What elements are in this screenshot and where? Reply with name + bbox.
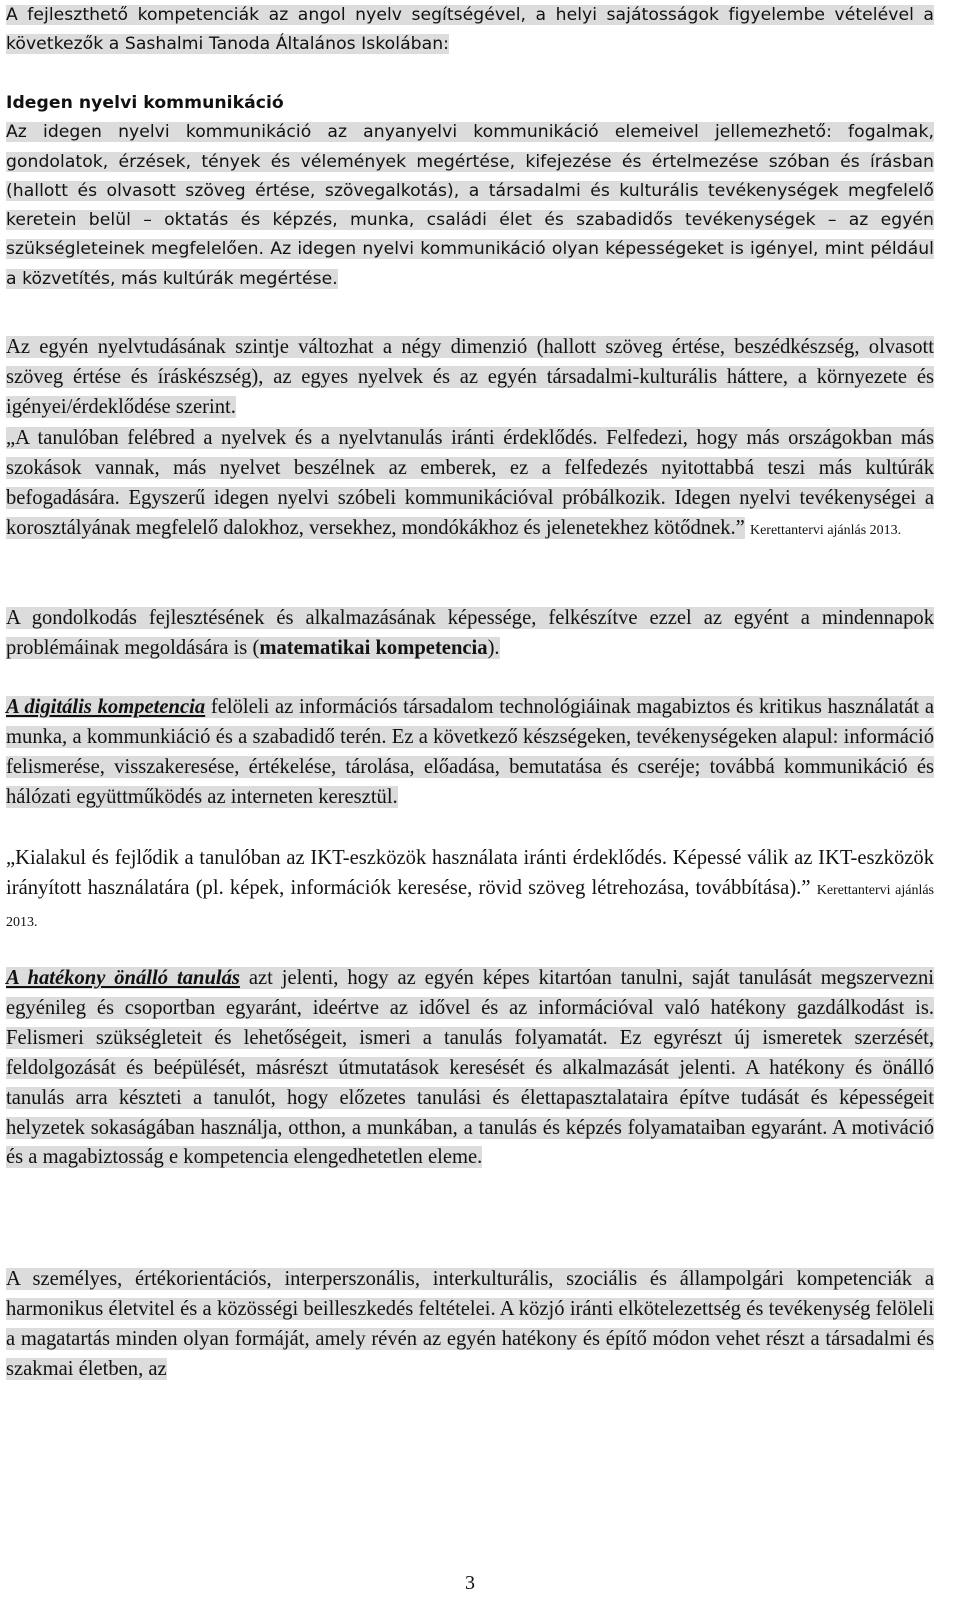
foreign-language-body [6,118,934,294]
math-paragraph [6,604,934,664]
foreign-language-section [6,89,934,294]
math-text: A gondolkodás fejlesztésének és alkalmazásának képessége, felkészítve ezzel az egyént a mindennapok problémáinak megoldására is ( [6,607,934,659]
foreign-language-quote-block [6,424,934,546]
foreign-language-quote: „A tanulóban felébred a nyelvek és a nyelvtanulás iránti érdeklődés. Felfedezi, hogy más országokban más szokások vannak, más nyelvet beszélnek az emberek, ez a felfedezés nyitottabbá teszi más kultúrák befogadására. Egyszerű idegen nyelvi szóbeli kommunikációval próbálkozik. Idegen nyelvi tevékenységei a korosztályának megfelelő dalokhoz, versekhez, mondókákhoz és jelenetekhez kötődnek.” [6,427,934,539]
social-text: A személyes, értékorientációs, interperszonális, interkulturális, szociális és állampolgári kompetenciák a harmonikus életvitel és a közösségi beilleszkedés feltételei. A közjó iránti elkötelezettség és tevékenység felöleli a magatartás minden olyan formáját, amely révén az egyén hatékony és építő módon vehet részt a társadalmi és szakmai életben, az [6,1268,934,1380]
foreign-language-source: Kerettantervi ajánlás 2013. [749,522,902,538]
learning-section [6,964,934,1173]
math-bold-term: matematikai kompetencia [259,636,488,659]
foreign-language-body2-text: Az egyén nyelvtudásának szintje változhat a négy dimenzió (hallott szöveg értése, beszédkészség, olvasott szöveg értése és íráskészség), az egyes nyelvek és az egyén társadalmi-kulturális háttere, a környezete és igényei/érdeklődése szerint. [6,336,934,418]
digital-source: Kerettantervi ajánlás 2013. [6,882,935,930]
digital-section [6,693,934,813]
intro-paragraph [6,1,934,60]
digital-quote: „Kialakul és fejlődik a tanulóban az IKT-eszközök használata iránti érdeklődés. Képessé válik az IKT-eszközök irányított használatára (pl. képek, információk keresése, rövid szöveg létrehozása, továbbítása).” [6,847,934,899]
foreign-language-body-text: Az idegen nyelvi kommunikáció az anyanyelvi kommunikáció elemeivel jellemezhető: fogalmak, gondolatok, érzések, tények és vélemények megértése, kifejezése és értelmezése szóban és írásban (hallott és olvasott szöveg értése, szövegalkotás), a társadalmi és kulturális tevékenységek megfelelő keretein belül – oktatás és képzés, munka, családi élet és szabadidős tevékenységek – az egyén szükségleteinek megfelelően. Az idegen nyelvi kommunikáció olyan képességeket is igényel, mint például a közvetítés, más kultúrák megértése. [6,122,934,289]
digital-quote-block [6,844,934,938]
math-end: ). [487,636,500,659]
social-paragraph [6,1265,934,1385]
foreign-language-heading: Idegen nyelvi kommunikáció [6,93,284,113]
learning-body: azt jelenti, hogy az egyén képes kitartóan tanulni, saját tanulását megszervezni egyénileg és csoportban egyaránt, ideértve az idővel és az információval való hatékony gazdálkodást is. Felismeri szükségleteit és lehetőségeit, ismeri a tanulás folyamatát. Ez egyrészt új ismeretek szerzését, feldolgozását és beépülését, másrészt útmutatások keresését és alkalmazását jelenti. A hatékony és önálló tanulás arra készteti a tanulót, hogy előzetes tanulási és élettapasztalataira építve tudását és képességeit helyzetek sokaságában használja, otthon, a munkában, a tanulás és képzés folyamataiban egyaránt. A motiváció és a magabiztosság e kompetencia elengedhetetlen eleme. [6,967,934,1169]
intro-text: A fejleszthető kompetenciák az angol nyelv segítségével, a helyi sajátosságok figyelembe vételével a következők a Sashalmi Tanoda Általános Iskolában: [6,5,934,55]
foreign-language-continuation [6,333,934,423]
digital-body: felöleli az információs társadalom technológiáinak magabiztos és kritikus használatát a munka, a kommunkiáció és a szabadidő terén. Ez a következő készségeken, tevékenységeken alapul: információ felismerése, visszakeresése, értékelése, tárolása, előadása, bemutatása és cseréje; továbbá kommunikáció és hálózati együttműködés az interneten keresztül. [6,696,935,808]
digital-title: A digitális kompetencia [6,696,206,718]
page-number: 3 [465,1572,475,1594]
learning-title: A hatékony önálló tanulás [6,967,240,989]
